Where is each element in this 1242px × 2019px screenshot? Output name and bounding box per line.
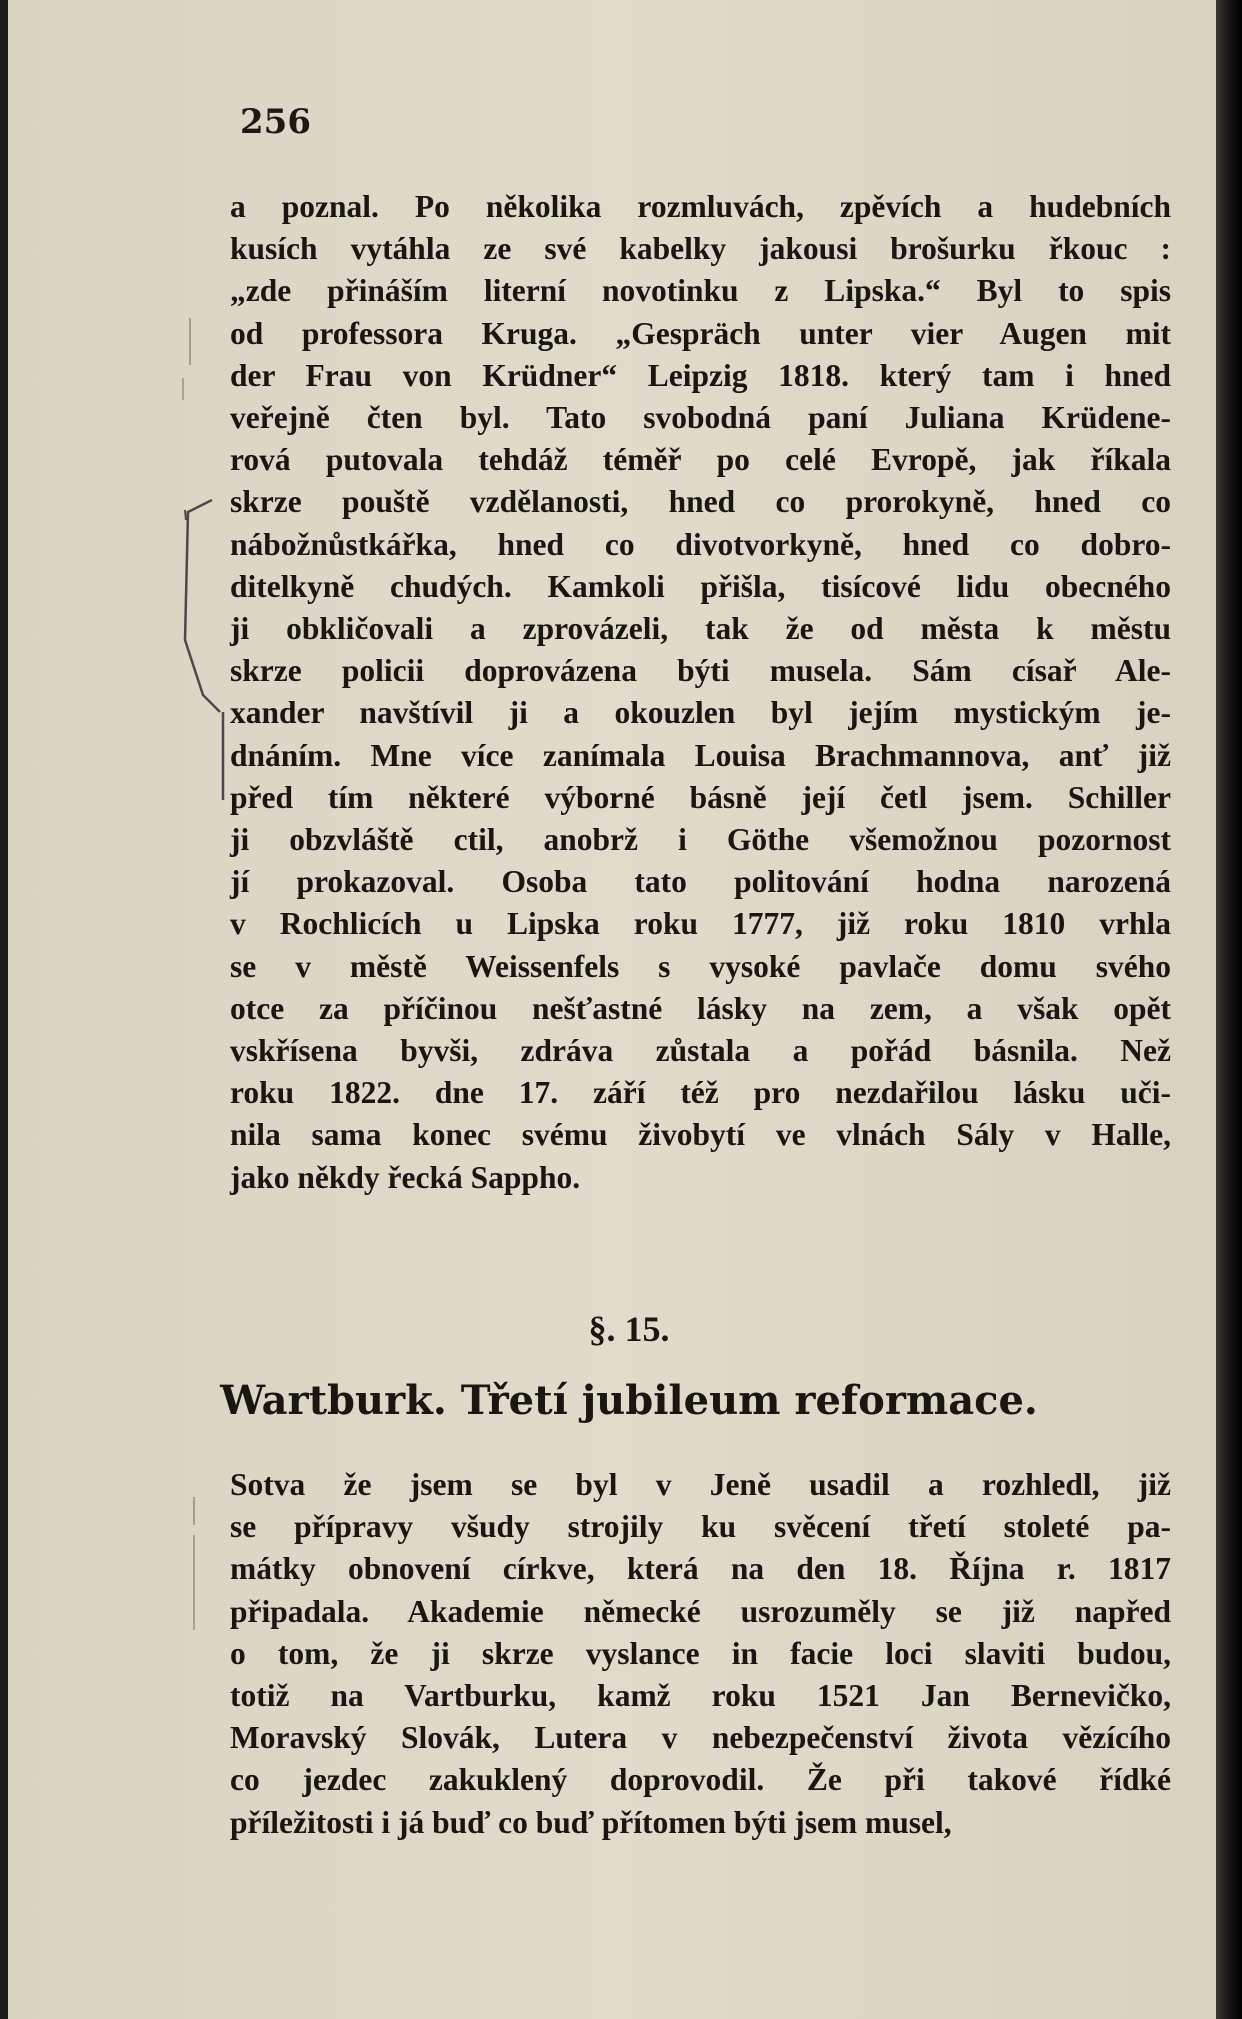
paragraph-2: [230, 1464, 1171, 1844]
text-line: skrze pouště vzdělanosti, hned co prorokyně, hned co: [230, 484, 1171, 520]
text-line: Sotva že jsem se byl v Jeně usadil a rozhledl, již: [230, 1467, 1171, 1502]
text-line: Moravský Slovák, Lutera v nebezpečenství života vězícího: [230, 1720, 1171, 1756]
page-number: 256: [240, 102, 311, 142]
text-line: veřejně čten byl. Tato svobodná paní Juliana Krüdene-: [230, 400, 1171, 436]
text-line: vskřísena byvši, zdráva zůstala a pořád básnila. Než: [230, 1033, 1171, 1069]
text-line: ji obkličovali a zprovázeli, tak že od města k městu: [230, 611, 1171, 647]
text-line: dnáním. Mne více zanímala Louisa Brachmannova, anť již: [230, 737, 1171, 773]
text-line: před tím některé výborné básně její četl jsem. Schiller: [230, 779, 1171, 815]
text-line: od professora Kruga. „Gespräch unter vier Augen mit: [230, 315, 1171, 351]
text-line: jako někdy řecká Sappho.: [230, 1159, 581, 1195]
text-line: připadala. Akademie německé usrozuměly se již napřed: [230, 1593, 1171, 1629]
text-line: mátky obnovení církve, která na den 18. Října r. 1817: [230, 1551, 1171, 1587]
text-line: jí prokazoval. Osoba tato politování hodna narozená: [230, 864, 1171, 900]
text-line: příležitosti i já buď co buď přítomen býti jsem musel,: [230, 1804, 952, 1840]
text-line: co jezdec zakuklený doprovodil. Že při takové řídké: [230, 1762, 1171, 1798]
text-line: otce za příčinou nešťastné lásky na zem, a však opět: [230, 990, 1171, 1026]
text-line: „zde přináším literní novotinku z Lipska.“ Byl to spis: [230, 273, 1171, 309]
text-line: kusích vytáhla ze své kabelky jakousi brošurku řkouc :: [230, 231, 1171, 267]
text-line: xander navštívil ji a okouzlen byl jejím mystickým je-: [230, 695, 1171, 731]
text-line: o tom, že ji skrze vyslance in facie loci slaviti budou,: [230, 1635, 1171, 1671]
text-line: nila sama konec svému živobytí ve vlnách Sály v Halle,: [230, 1117, 1171, 1153]
text-line: totiž na Vartburku, kamž roku 1521 Jan Bernevičko,: [230, 1678, 1171, 1714]
text-line: roku 1822. dne 17. září též pro nezdařilou lásku uči-: [230, 1075, 1171, 1111]
book-spine-edge: [1216, 0, 1242, 2019]
text-line: rová putovala tehdáž téměř po celé Evropě, jak říkala: [230, 442, 1171, 478]
section-number: §. 15.: [588, 1309, 670, 1349]
text-line: a poznal. Po několika rozmluvách, zpěvích a hudebních: [230, 189, 1171, 224]
text-line: se přípravy všudy strojily ku svěcení třetí stoleté pa-: [230, 1509, 1171, 1545]
text-line: v Rochlicích u Lipska roku 1777, již roku 1810 vrhla: [230, 906, 1171, 942]
book-page: [8, 0, 1216, 2019]
section-title: Wartburk. Třetí jubileum reformace.: [220, 1377, 1038, 1424]
text-line: der Frau von Krüdner“ Leipzig 1818. který tam i hned: [230, 357, 1171, 393]
paragraph-1: [230, 186, 1171, 1199]
text-line: nábožnůstkářka, hned co divotvorkyně, hned co dobro-: [230, 526, 1171, 562]
text-line: ji obzvláště ctil, anobrž i Göthe všemožnou pozornost: [230, 822, 1171, 858]
text-line: ditelkyně chudých. Kamkoli přišla, tisícové lidu obecného: [230, 568, 1171, 604]
text-line: se v městě Weissenfels s vysoké pavlače domu svého: [230, 948, 1171, 984]
text-line: skrze policii doprovázena býti musela. Sám císař Ale-: [230, 653, 1171, 689]
